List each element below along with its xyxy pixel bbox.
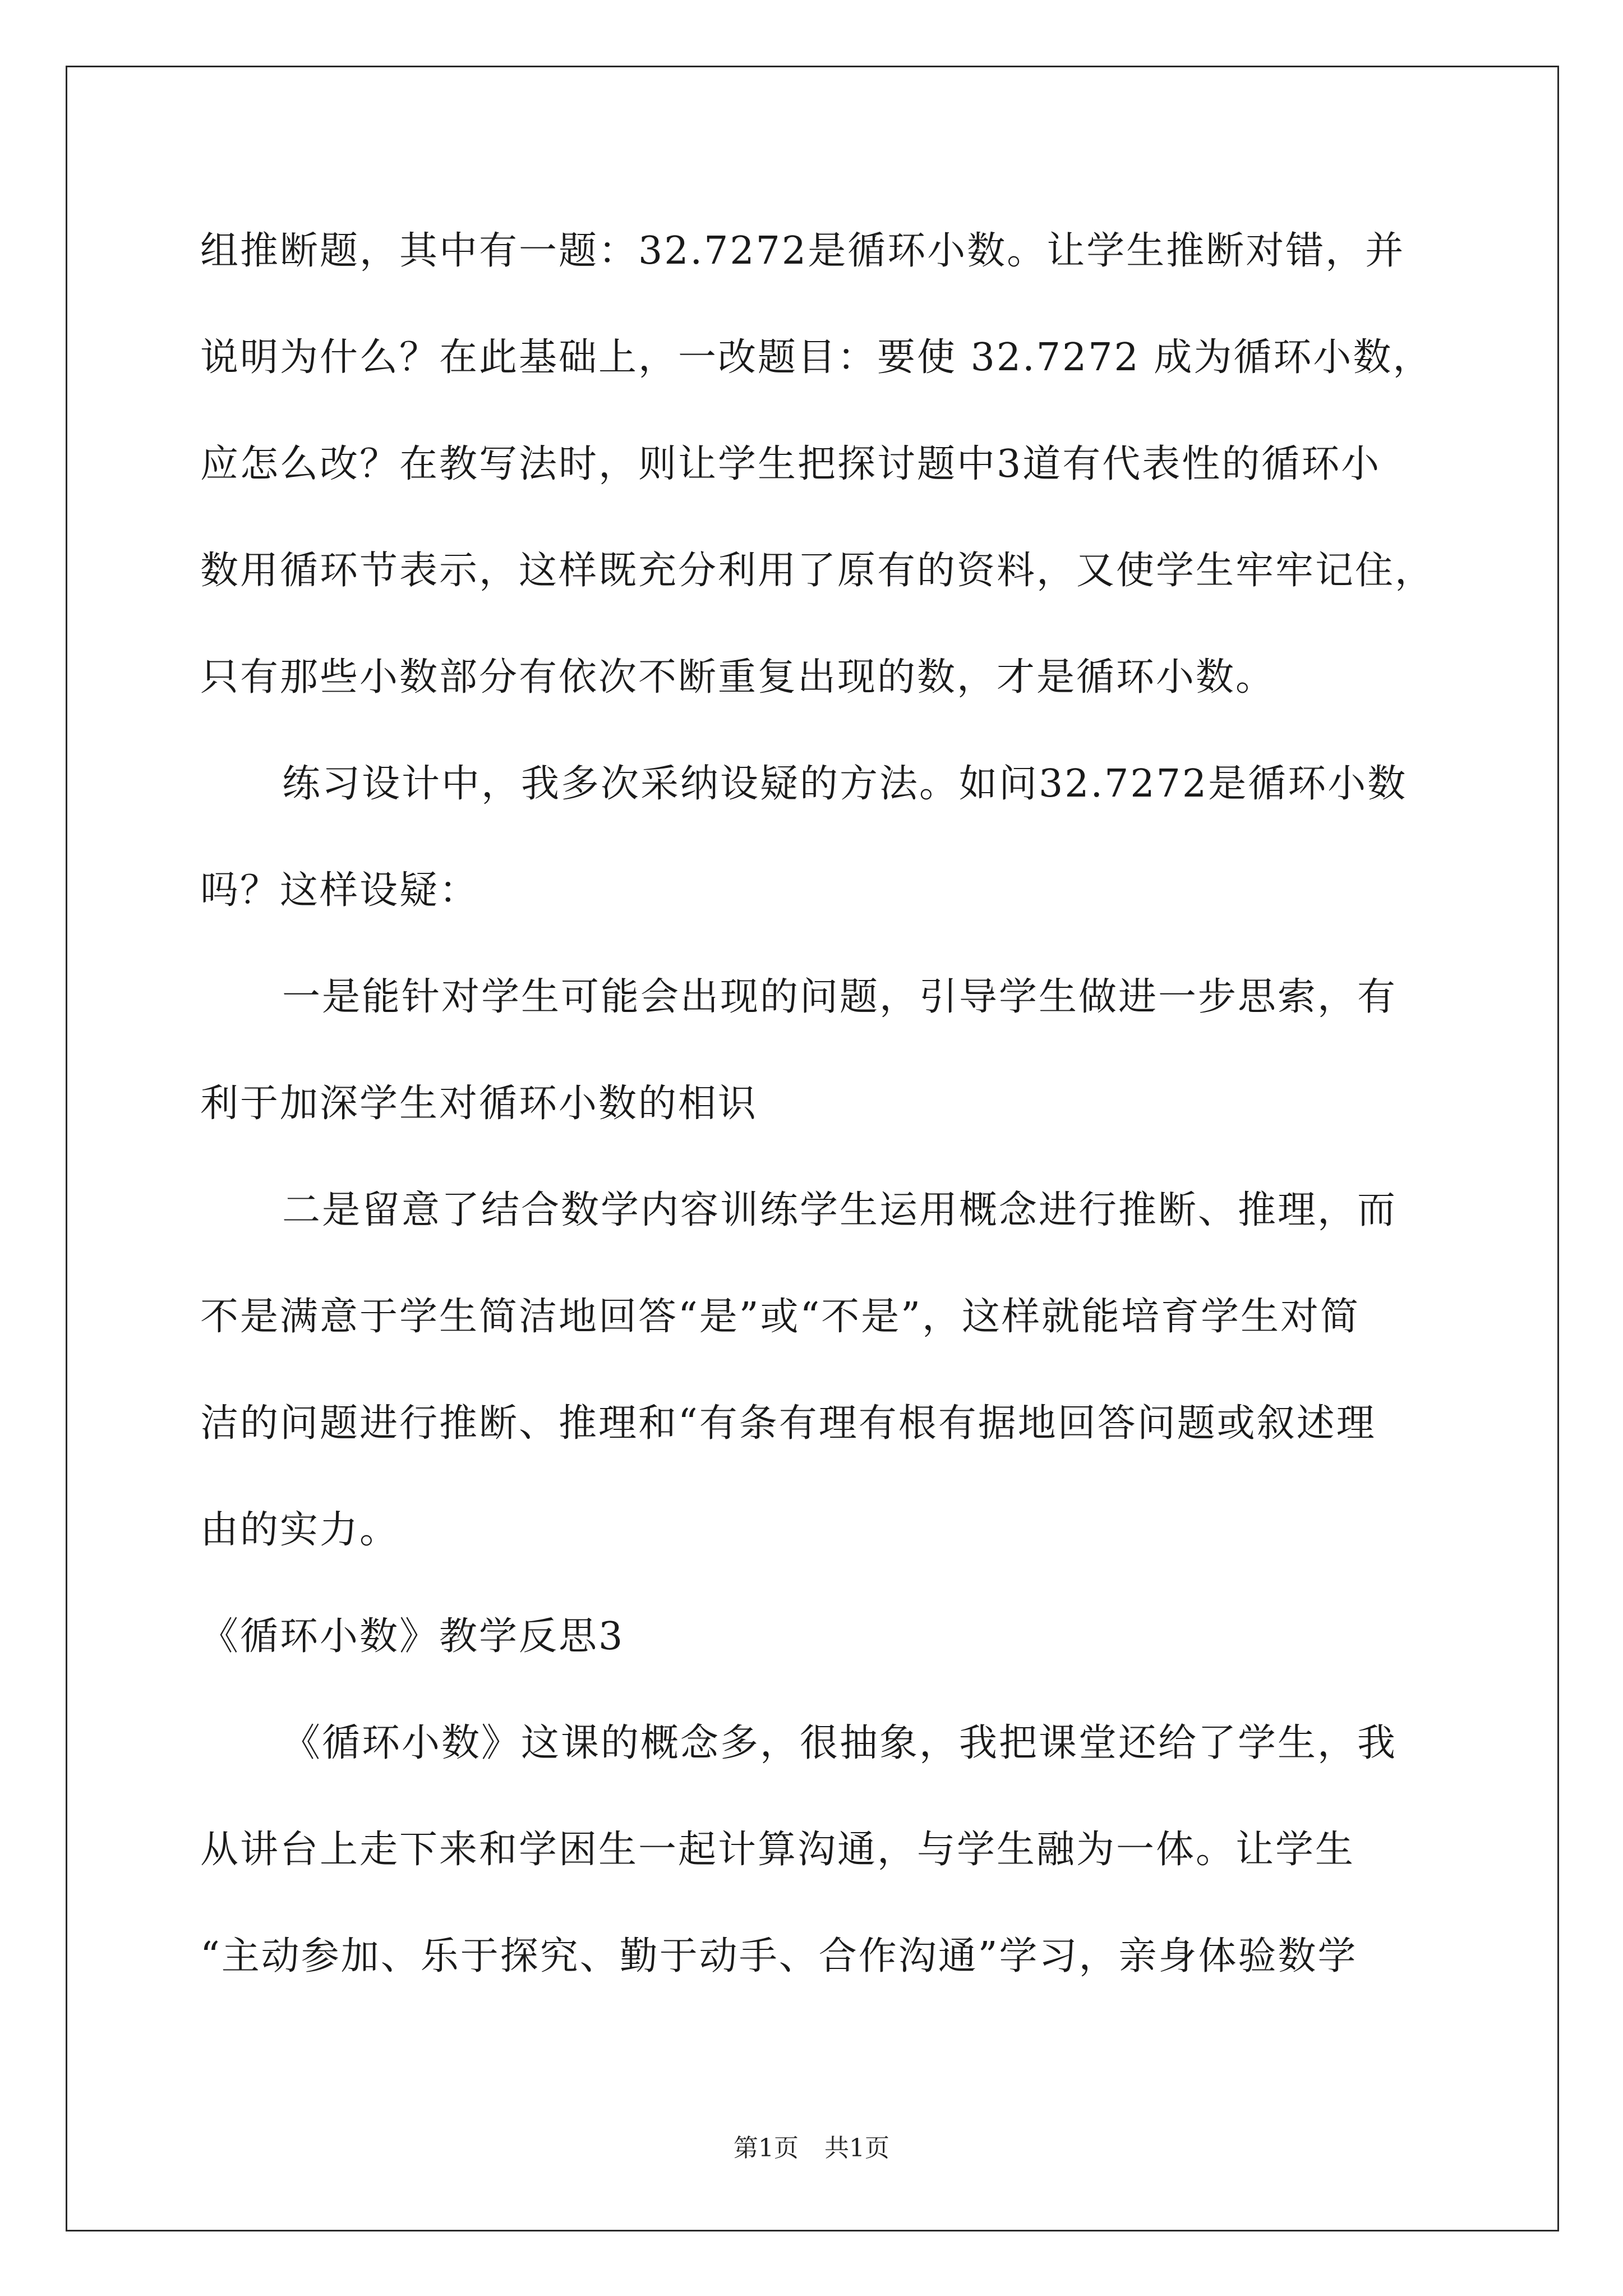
text-line: 组推断题，其中有一题：32.7272是循环小数。让学生推断对错，并 [200, 229, 1405, 273]
text-line: 不是满意于学生简洁地回答“是”或“不是”，这样就能培育学生对简 [200, 1295, 1361, 1339]
text-line: 利于加深学生对循环小数的相识 [200, 1082, 758, 1126]
text-line: 吗？这样设疑： [200, 868, 479, 913]
text-line: 由的实力。 [200, 1508, 400, 1552]
page-number: 第1页 [734, 2134, 799, 2162]
text-line: 一是能针对学生可能会出现的问题，引导学生做进一步思索，有 [282, 975, 1398, 1019]
text-line: 只有那些小数部分有依次不断重复出现的数，才是循环小数。 [200, 655, 1276, 700]
text-line: 洁的问题进行推断、推理和“有条有理有根有据地回答问题或叙述理 [200, 1401, 1376, 1446]
page-border [66, 66, 1559, 2231]
text-line: 从讲台上走下来和学困生一起计算沟通，与学生融为一体。让学生 [200, 1828, 1355, 1872]
text-line: 二是留意了结合数学内容训练学生运用概念进行推断、推理，而 [282, 1188, 1398, 1232]
text-line: 说明为什么？在此基础上，一改题目：要使 32.7272 成为循环小数， [200, 335, 1433, 380]
section-heading: 《循环小数》教学反思3 [200, 1614, 625, 1659]
text-line: 《循环小数》这课的概念多，很抽象，我把课堂还给了学生，我 [282, 1721, 1398, 1765]
text-line: 数用循环节表示，这样既充分利用了原有的资料，又使学生牢牢记住， [200, 549, 1435, 593]
text-line: “主动参加、乐于探究、勤于动手、合作沟通”学习，亲身体验数学 [200, 1934, 1358, 1978]
text-line: 练习设计中，我多次采纳设疑的方法。如问32.7272是循环小数 [282, 762, 1408, 806]
text-line: 应怎么改？在教写法时，则让学生把探讨题中3道有代表性的循环小 [200, 442, 1381, 486]
page-total: 共1页 [824, 2134, 889, 2162]
page-footer [0, 2132, 1623, 2165]
